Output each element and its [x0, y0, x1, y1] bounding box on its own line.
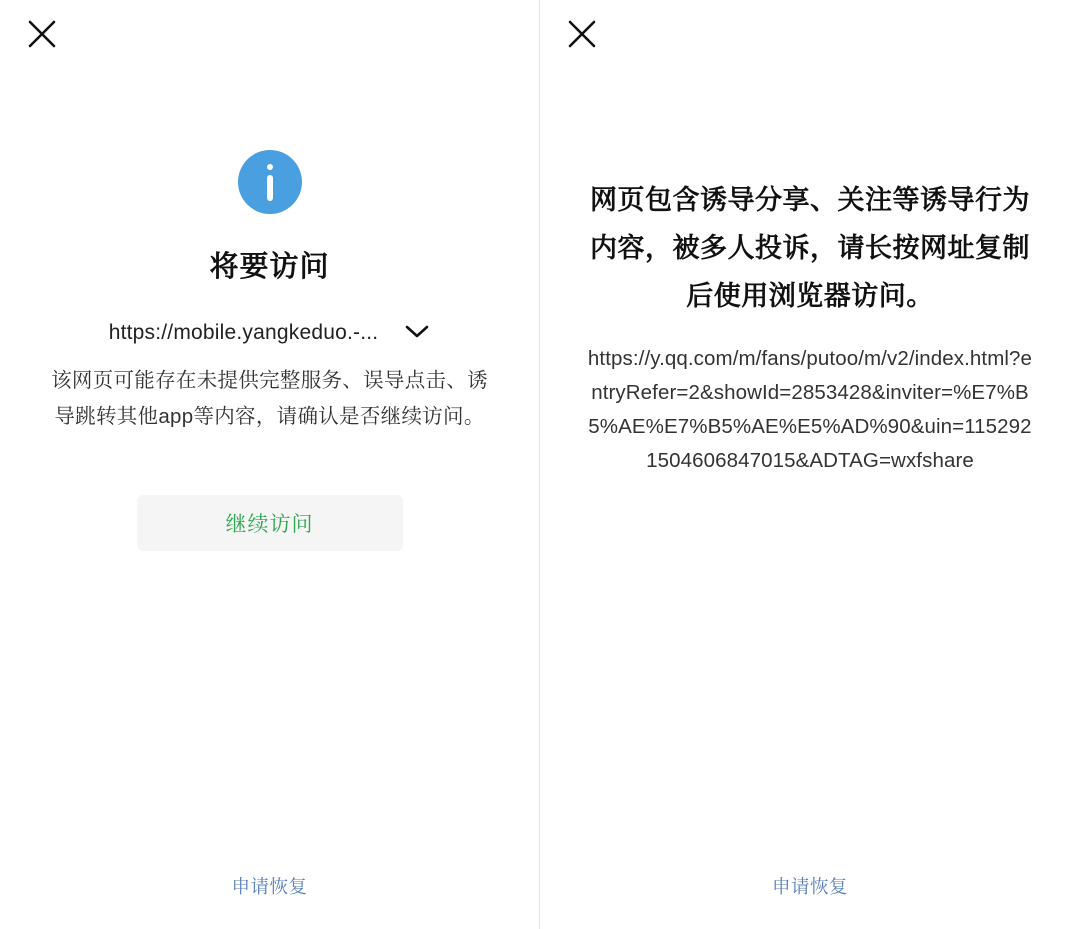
page-title: 将要访问 [209, 251, 330, 283]
close-icon[interactable] [24, 16, 60, 52]
blocked-title: 网页包含诱导分享、关注等诱导行为内容，被多人投诉，请长按网址复制后使用浏览器访问。 [590, 185, 1030, 311]
left-content [0, 0, 539, 551]
close-icon[interactable] [564, 16, 600, 52]
right-content [540, 0, 1080, 478]
panel-blocked-notice [540, 0, 1080, 929]
apply-restore-link[interactable]: 申请恢复 [771, 876, 848, 897]
warning-description: 该网页可能存在未提供完整服务、误导点击、诱导跳转其他app等内容，请确认是否继续访问。 [51, 369, 488, 428]
chevron-down-icon[interactable] [404, 323, 430, 344]
url-display: https://mobile.yangkeduo.-... [108, 321, 379, 344]
continue-visit-button[interactable]: 继续访问 [137, 495, 403, 551]
apply-restore-link[interactable]: 申请恢复 [231, 876, 308, 897]
blocked-url-text: https://y.qq.com/m/fans/putoo/m/v2/index.html?entryRefer=2&showId=2853428&inviter=%E7%B5%AE%E7%B5%AE%E5%AD%90&uin=1152921504606847015&ADTAG=wxfshare [587, 347, 1033, 472]
info-icon [238, 150, 302, 214]
url-row[interactable] [0, 321, 539, 345]
